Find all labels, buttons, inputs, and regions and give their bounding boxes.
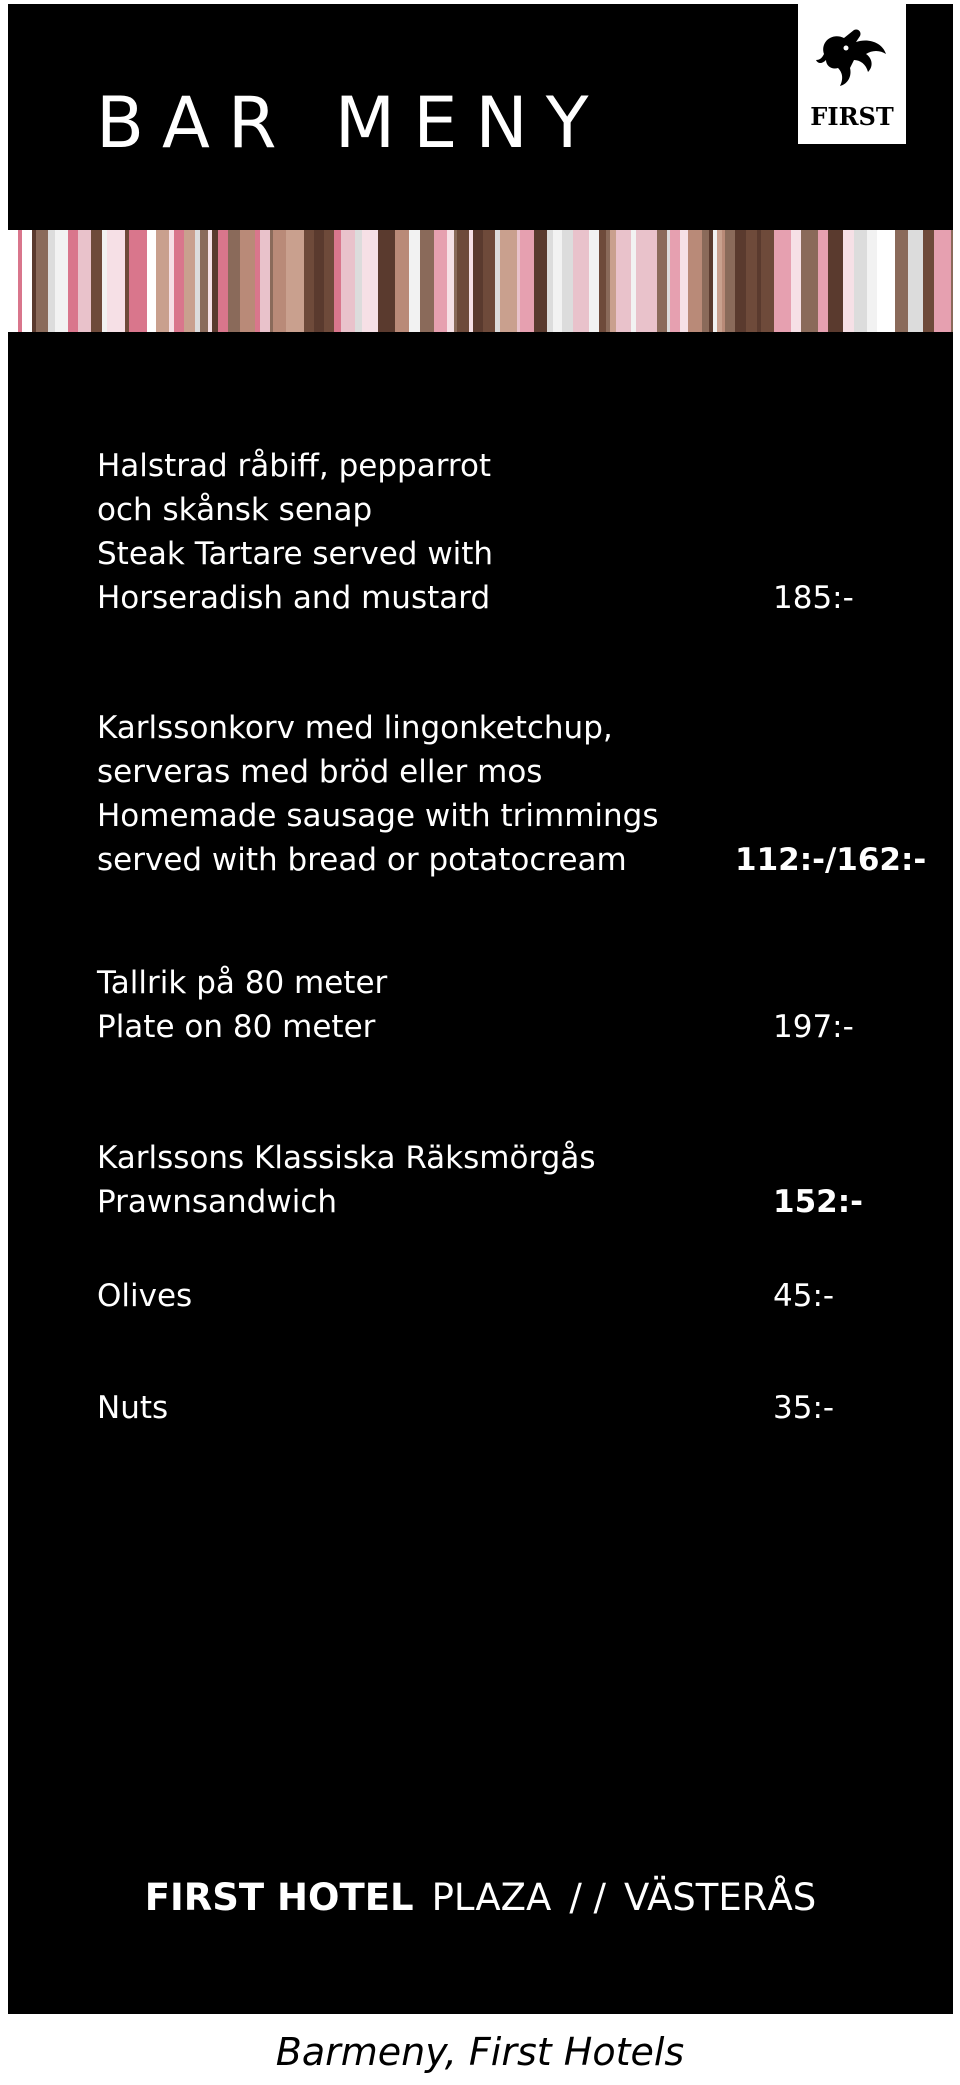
stripe — [420, 230, 428, 332]
first-hotels-logo — [798, 4, 906, 144]
menu-item-text: Olives — [97, 1278, 193, 1314]
menu-item-text: served with bread or potatocream — [97, 842, 627, 878]
stripe — [722, 230, 725, 332]
stripe — [32, 230, 36, 332]
stripe — [500, 230, 517, 332]
stripe — [102, 230, 107, 332]
menu-item-price: 112:-/162:- — [735, 842, 927, 878]
menu-title: BAR MENY — [96, 82, 607, 164]
stripe — [255, 230, 260, 332]
menu-item-text: Plate on 80 meter — [97, 1009, 376, 1045]
stripe — [395, 230, 409, 332]
stripe — [270, 230, 273, 332]
stripe — [854, 230, 867, 332]
stripe — [107, 230, 125, 332]
footer-separator: / / — [569, 1876, 607, 1919]
menu-item-text: Nuts — [97, 1390, 169, 1426]
menu-item — [97, 961, 917, 1049]
menu-item-text: Prawnsandwich — [97, 1184, 338, 1220]
menu-item-text: Halstrad råbiff, pepparrot — [97, 448, 492, 484]
stripe — [447, 230, 454, 332]
stripe — [286, 230, 304, 332]
stripe — [877, 230, 895, 332]
stripe — [599, 230, 606, 332]
stripe — [341, 230, 355, 332]
hotel-footer — [8, 1876, 953, 1919]
stripe — [8, 230, 18, 332]
stripe — [78, 230, 91, 332]
stripe — [195, 230, 200, 332]
stripe — [735, 230, 746, 332]
stripe — [169, 230, 174, 332]
menu-item-text: serveras med bröd eller mos — [97, 754, 543, 790]
stripe — [631, 230, 636, 332]
hotel-location: PLAZA — [431, 1876, 552, 1919]
stripe — [125, 230, 129, 332]
stripe — [260, 230, 270, 332]
menu-item — [97, 1136, 917, 1224]
stripe — [670, 230, 680, 332]
stripe — [951, 230, 953, 332]
stripe — [828, 230, 843, 332]
stripe — [18, 230, 22, 332]
stripe — [746, 230, 757, 332]
stripe — [517, 230, 520, 332]
hotel-city: VÄSTERÅS — [624, 1876, 817, 1919]
stripe — [717, 230, 722, 332]
stripe — [616, 230, 631, 332]
menu-item — [97, 444, 917, 620]
stripe — [469, 230, 473, 332]
stripe — [409, 230, 420, 332]
logo-wordmark: FIRST — [810, 102, 894, 131]
stripe — [147, 230, 156, 332]
stripe — [553, 230, 558, 332]
menu-item-text: och skånsk senap — [97, 492, 373, 528]
stripe — [240, 230, 255, 332]
menu-card — [8, 4, 953, 2014]
stripe — [362, 230, 378, 332]
menu-item — [97, 1386, 917, 1430]
stripe — [174, 230, 184, 332]
stripe — [212, 230, 218, 332]
stripe — [129, 230, 147, 332]
elephant-icon — [810, 24, 894, 96]
stripe — [761, 230, 774, 332]
stripe — [562, 230, 573, 332]
stripe — [757, 230, 761, 332]
stripe — [36, 230, 48, 332]
menu-item — [97, 1274, 917, 1318]
stripe — [636, 230, 648, 332]
stripe — [725, 230, 735, 332]
stripe — [200, 230, 208, 332]
stripe — [680, 230, 688, 332]
stripe — [895, 230, 908, 332]
stripe — [324, 230, 334, 332]
stripe — [908, 230, 923, 332]
stripe — [68, 230, 78, 332]
stripe — [473, 230, 483, 332]
stripe — [434, 230, 447, 332]
stripe-image — [8, 230, 953, 332]
stripe — [428, 230, 434, 332]
stripe — [713, 230, 717, 332]
stripe — [495, 230, 500, 332]
stripe — [91, 230, 102, 332]
stripe — [520, 230, 534, 332]
stripe — [208, 230, 212, 332]
stripe — [55, 230, 68, 332]
stripe — [648, 230, 657, 332]
menu-item-text: Horseradish and mustard — [97, 580, 491, 616]
stripe — [923, 230, 934, 332]
stripe — [334, 230, 341, 332]
menu-item — [97, 706, 927, 882]
stripe — [573, 230, 589, 332]
stripe — [558, 230, 562, 332]
stripe — [534, 230, 547, 332]
stripe — [228, 230, 240, 332]
stripe — [273, 230, 286, 332]
stripe — [547, 230, 553, 332]
stripe — [688, 230, 702, 332]
menu-item-text: Karlssonkorv med lingonketchup, — [97, 710, 613, 746]
stripe — [774, 230, 791, 332]
stripe — [801, 230, 818, 332]
decorative-stripe-band — [8, 230, 953, 332]
stripe — [378, 230, 395, 332]
menu-item-text: Tallrik på 80 meter — [97, 965, 388, 1001]
hotel-name: FIRST HOTEL — [144, 1876, 414, 1919]
stripe — [304, 230, 314, 332]
stripe — [355, 230, 362, 332]
stripe — [22, 230, 32, 332]
stripe — [610, 230, 616, 332]
stripe — [156, 230, 169, 332]
stripe — [934, 230, 951, 332]
stripe — [709, 230, 713, 332]
menu-item-price: 185:- — [773, 580, 854, 616]
menu-item-price: 197:- — [773, 1009, 854, 1045]
menu-item-price: 45:- — [773, 1278, 835, 1314]
menu-item-text: Steak Tartare served with — [97, 536, 494, 572]
stripe — [184, 230, 195, 332]
image-caption: Barmeny, First Hotels — [275, 2030, 685, 2074]
menu-item-text: Karlssons Klassiska Räksmörgås — [97, 1140, 596, 1176]
stripe — [667, 230, 670, 332]
stripe — [867, 230, 877, 332]
stripe — [457, 230, 469, 332]
menu-item-price: 152:- — [773, 1184, 863, 1220]
stripe — [818, 230, 828, 332]
stripe — [454, 230, 457, 332]
menu-item-price: 35:- — [773, 1390, 835, 1426]
stripe — [48, 230, 55, 332]
stripe — [843, 230, 854, 332]
stripe — [702, 230, 709, 332]
stripe — [314, 230, 324, 332]
stripe — [657, 230, 667, 332]
stripe — [483, 230, 495, 332]
stripe — [589, 230, 599, 332]
stripe — [791, 230, 801, 332]
stripe — [606, 230, 610, 332]
stripe — [218, 230, 228, 332]
menu-item-text: Homemade sausage with trimmings — [97, 798, 659, 834]
